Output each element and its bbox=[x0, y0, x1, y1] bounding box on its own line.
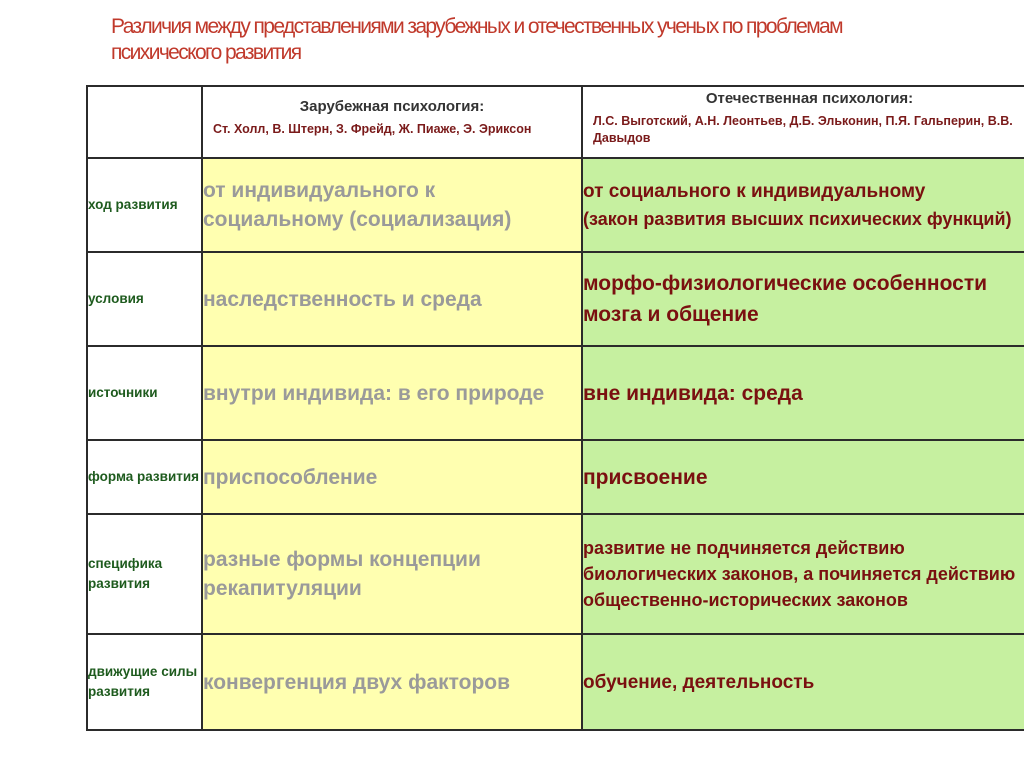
header-foreign-title: Зарубежная психология: bbox=[299, 98, 485, 115]
table-row bbox=[87, 346, 1024, 440]
table-header-row bbox=[87, 86, 1024, 158]
row-label: специфика развития bbox=[87, 514, 202, 634]
table-row bbox=[87, 634, 1024, 730]
domestic-cell: развитие не подчиняется действию биологических законов, а починяется действию общественно-исторических законов bbox=[582, 514, 1024, 634]
row-label: движущие силы развития bbox=[87, 634, 202, 730]
table-row bbox=[87, 158, 1024, 252]
foreign-cell: внутри индивида: в его природе bbox=[202, 346, 582, 440]
header-domestic bbox=[582, 86, 1024, 158]
domestic-cell: морфо-физиологические особенности мозга и общение bbox=[582, 252, 1024, 346]
header-domestic-names: Л.С. Выготский, А.Н. Леонтьев, Д.Б. Эльконин, П.Я. Гальперин, В.В. Давыдов bbox=[593, 113, 1013, 145]
foreign-cell: конвергенция двух факторов bbox=[202, 634, 582, 730]
row-label: условия bbox=[87, 252, 202, 346]
table-row bbox=[87, 252, 1024, 346]
header-domestic-title: Отечественная психология: bbox=[705, 89, 914, 107]
slide-title-line-1: Различия между представлениями зарубежных и отечественных ученых по проблемам bbox=[111, 15, 842, 38]
row-label: форма развития bbox=[87, 440, 202, 514]
header-foreign bbox=[202, 86, 582, 158]
slide-title-line-2: психического развития bbox=[111, 41, 301, 64]
comparison-table bbox=[86, 85, 1024, 731]
table-row bbox=[87, 440, 1024, 514]
domestic-cell-sub: (закон развития высших психических функций) bbox=[583, 209, 1012, 229]
foreign-cell: приспособление bbox=[202, 440, 582, 514]
table-row bbox=[87, 514, 1024, 634]
domestic-cell: вне индивида: среда bbox=[582, 346, 1024, 440]
domestic-cell bbox=[582, 158, 1024, 252]
foreign-cell: разные формы концепции рекапитуляции bbox=[202, 514, 582, 634]
domestic-cell: обучение, деятельность bbox=[582, 634, 1024, 730]
row-label: ход развития bbox=[87, 158, 202, 252]
row-label: источники bbox=[87, 346, 202, 440]
domestic-cell: присвоение bbox=[582, 440, 1024, 514]
header-foreign-names: Ст. Холл, В. Штерн, З. Фрейд, Ж. Пиаже, Э. Эриксон bbox=[213, 122, 532, 136]
foreign-cell: наследственность и среда bbox=[202, 252, 582, 346]
header-empty-cell bbox=[87, 86, 202, 158]
domestic-cell-main: от социального к индивидуальному bbox=[583, 181, 926, 202]
slide-title bbox=[111, 14, 991, 66]
foreign-cell: от индивидуального к социальному (социализация) bbox=[202, 158, 582, 252]
